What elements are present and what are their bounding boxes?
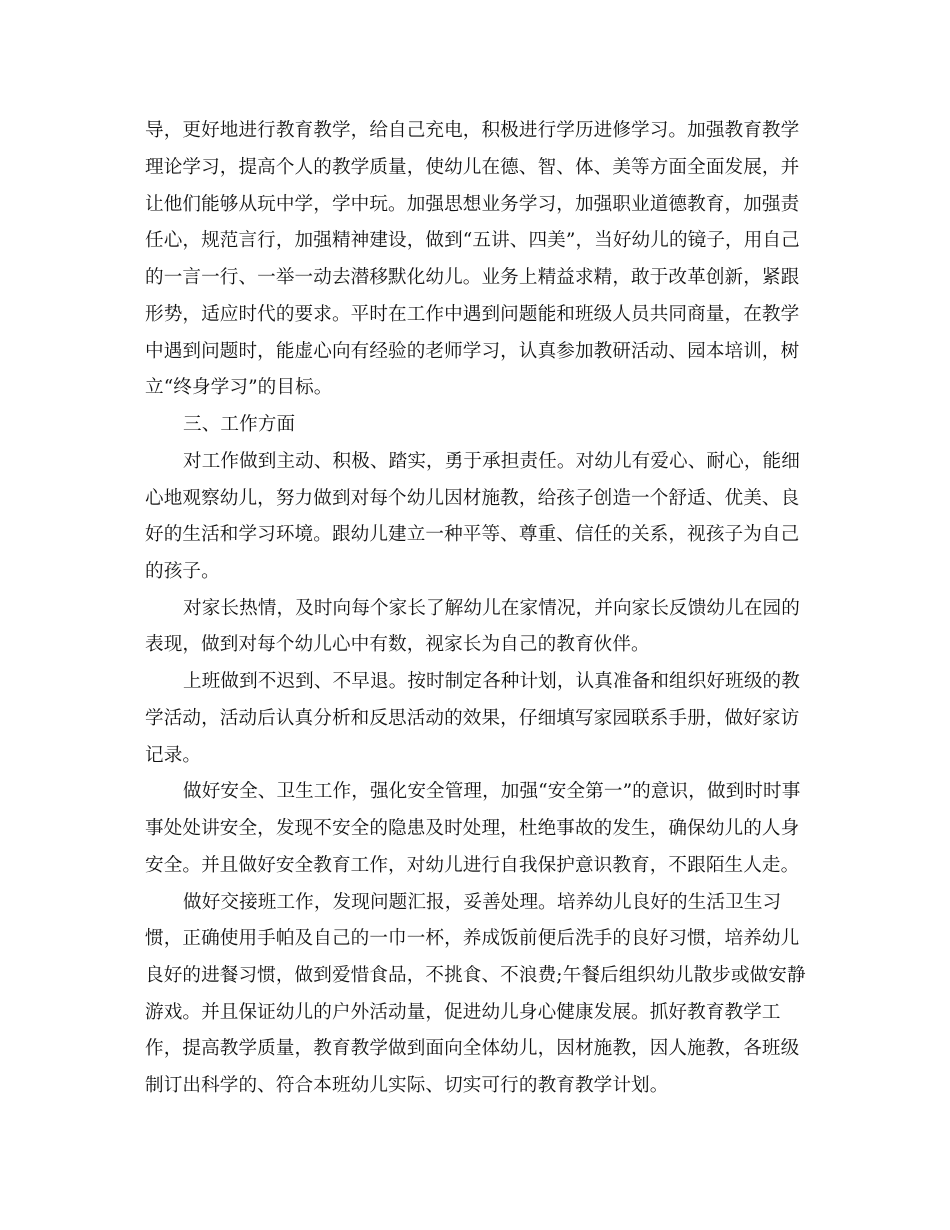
text-line: 游戏。并且保证幼儿的户外活动量，促进幼儿身心健康发展。抓好教育教学工 (145, 1002, 781, 1023)
text-line: 任心，规范言行，加强精神建设，做到“五讲、四美”，当好幼儿的镜子，用自己 (145, 230, 800, 251)
text-line: 上班做到不迟到、不早退。按时制定各种计划，认真准备和组织好班级的教 (183, 671, 800, 692)
text-line: 制订出科学的、符合本班幼儿实际、切实可行的教育教学计划。 (145, 1075, 669, 1096)
section-heading: 三、工作方面 (183, 414, 296, 435)
text-line: 惯，正确使用手帕及自己的一巾一杯，养成饭前便后洗手的良好习惯，培养幼儿 (145, 928, 800, 949)
text-line: 事处处讲安全，发现不安全的隐患及时处理，杜绝事故的发生，确保幼儿的人身 (145, 818, 800, 839)
text-line: 作，提高教学质量，教育教学做到面向全体幼儿，因材施教，因人施教，各班级 (145, 1038, 800, 1059)
text-line: 良好的进餐习惯，做到爱惜食品，不挑食、不浪费;午餐后组织幼儿散步或做安静 (145, 965, 806, 986)
text-line: 的一言一行、一举一动去潜移默化幼儿。业务上精益求精，敢于改革创新，紧跟 (145, 267, 800, 288)
text-line: 好的生活和学习环境。跟幼儿建立一种平等、尊重、信任的关系，视孩子为自己 (145, 524, 800, 545)
text-line: 导，更好地进行教育教学，给自己充电，积极进行学历进修学习。加强教育教学 (145, 120, 800, 141)
text-line: 立“终身学习”的目标。 (145, 377, 333, 398)
text-line: 理论学习，提高个人的教学质量，使幼儿在德、智、体、美等方面全面发展，并 (145, 157, 800, 178)
text-line: 形势，适应时代的要求。平时在工作中遇到问题能和班级人员共同商量，在教学 (145, 304, 800, 325)
text-line: 对家长热情，及时向每个家长了解幼儿在家情况，并向家长反馈幼儿在园的 (183, 598, 800, 619)
text-line: 安全。并且做好安全教育工作，对幼儿进行自我保护意识教育，不跟陌生人走。 (145, 855, 800, 876)
text-line: 心地观察幼儿，努力做到对每个幼儿因材施教，给孩子创造一个舒适、优美、良 (145, 488, 800, 509)
text-line: 让他们能够从玩中学，学中玩。加强思想业务学习，加强职业道德教育，加强责 (145, 194, 800, 215)
text-line: 的孩子。 (145, 561, 220, 582)
text-line: 做好安全、卫生工作，强化安全管理，加强“安全第一”的意识，做到时时事 (183, 781, 801, 802)
text-line: 做好交接班工作，发现问题汇报，妥善处理。培养幼儿良好的生活卫生习 (183, 892, 782, 913)
text-line: 表现，做到对每个幼儿心中有数，视家长为自己的教育伙伴。 (145, 634, 650, 655)
text-line: 学活动，活动后认真分析和反思活动的效果，仔细填写家园联系手册，做好家访 (145, 708, 800, 729)
text-line: 记录。 (145, 745, 202, 766)
text-line: 中遇到问题时，能虚心向有经验的老师学习，认真参加教研活动、园本培训，树 (145, 341, 800, 362)
text-line: 对工作做到主动、积极、踏实，勇于承担责任。对幼儿有爱心、耐心，能细 (183, 451, 800, 472)
